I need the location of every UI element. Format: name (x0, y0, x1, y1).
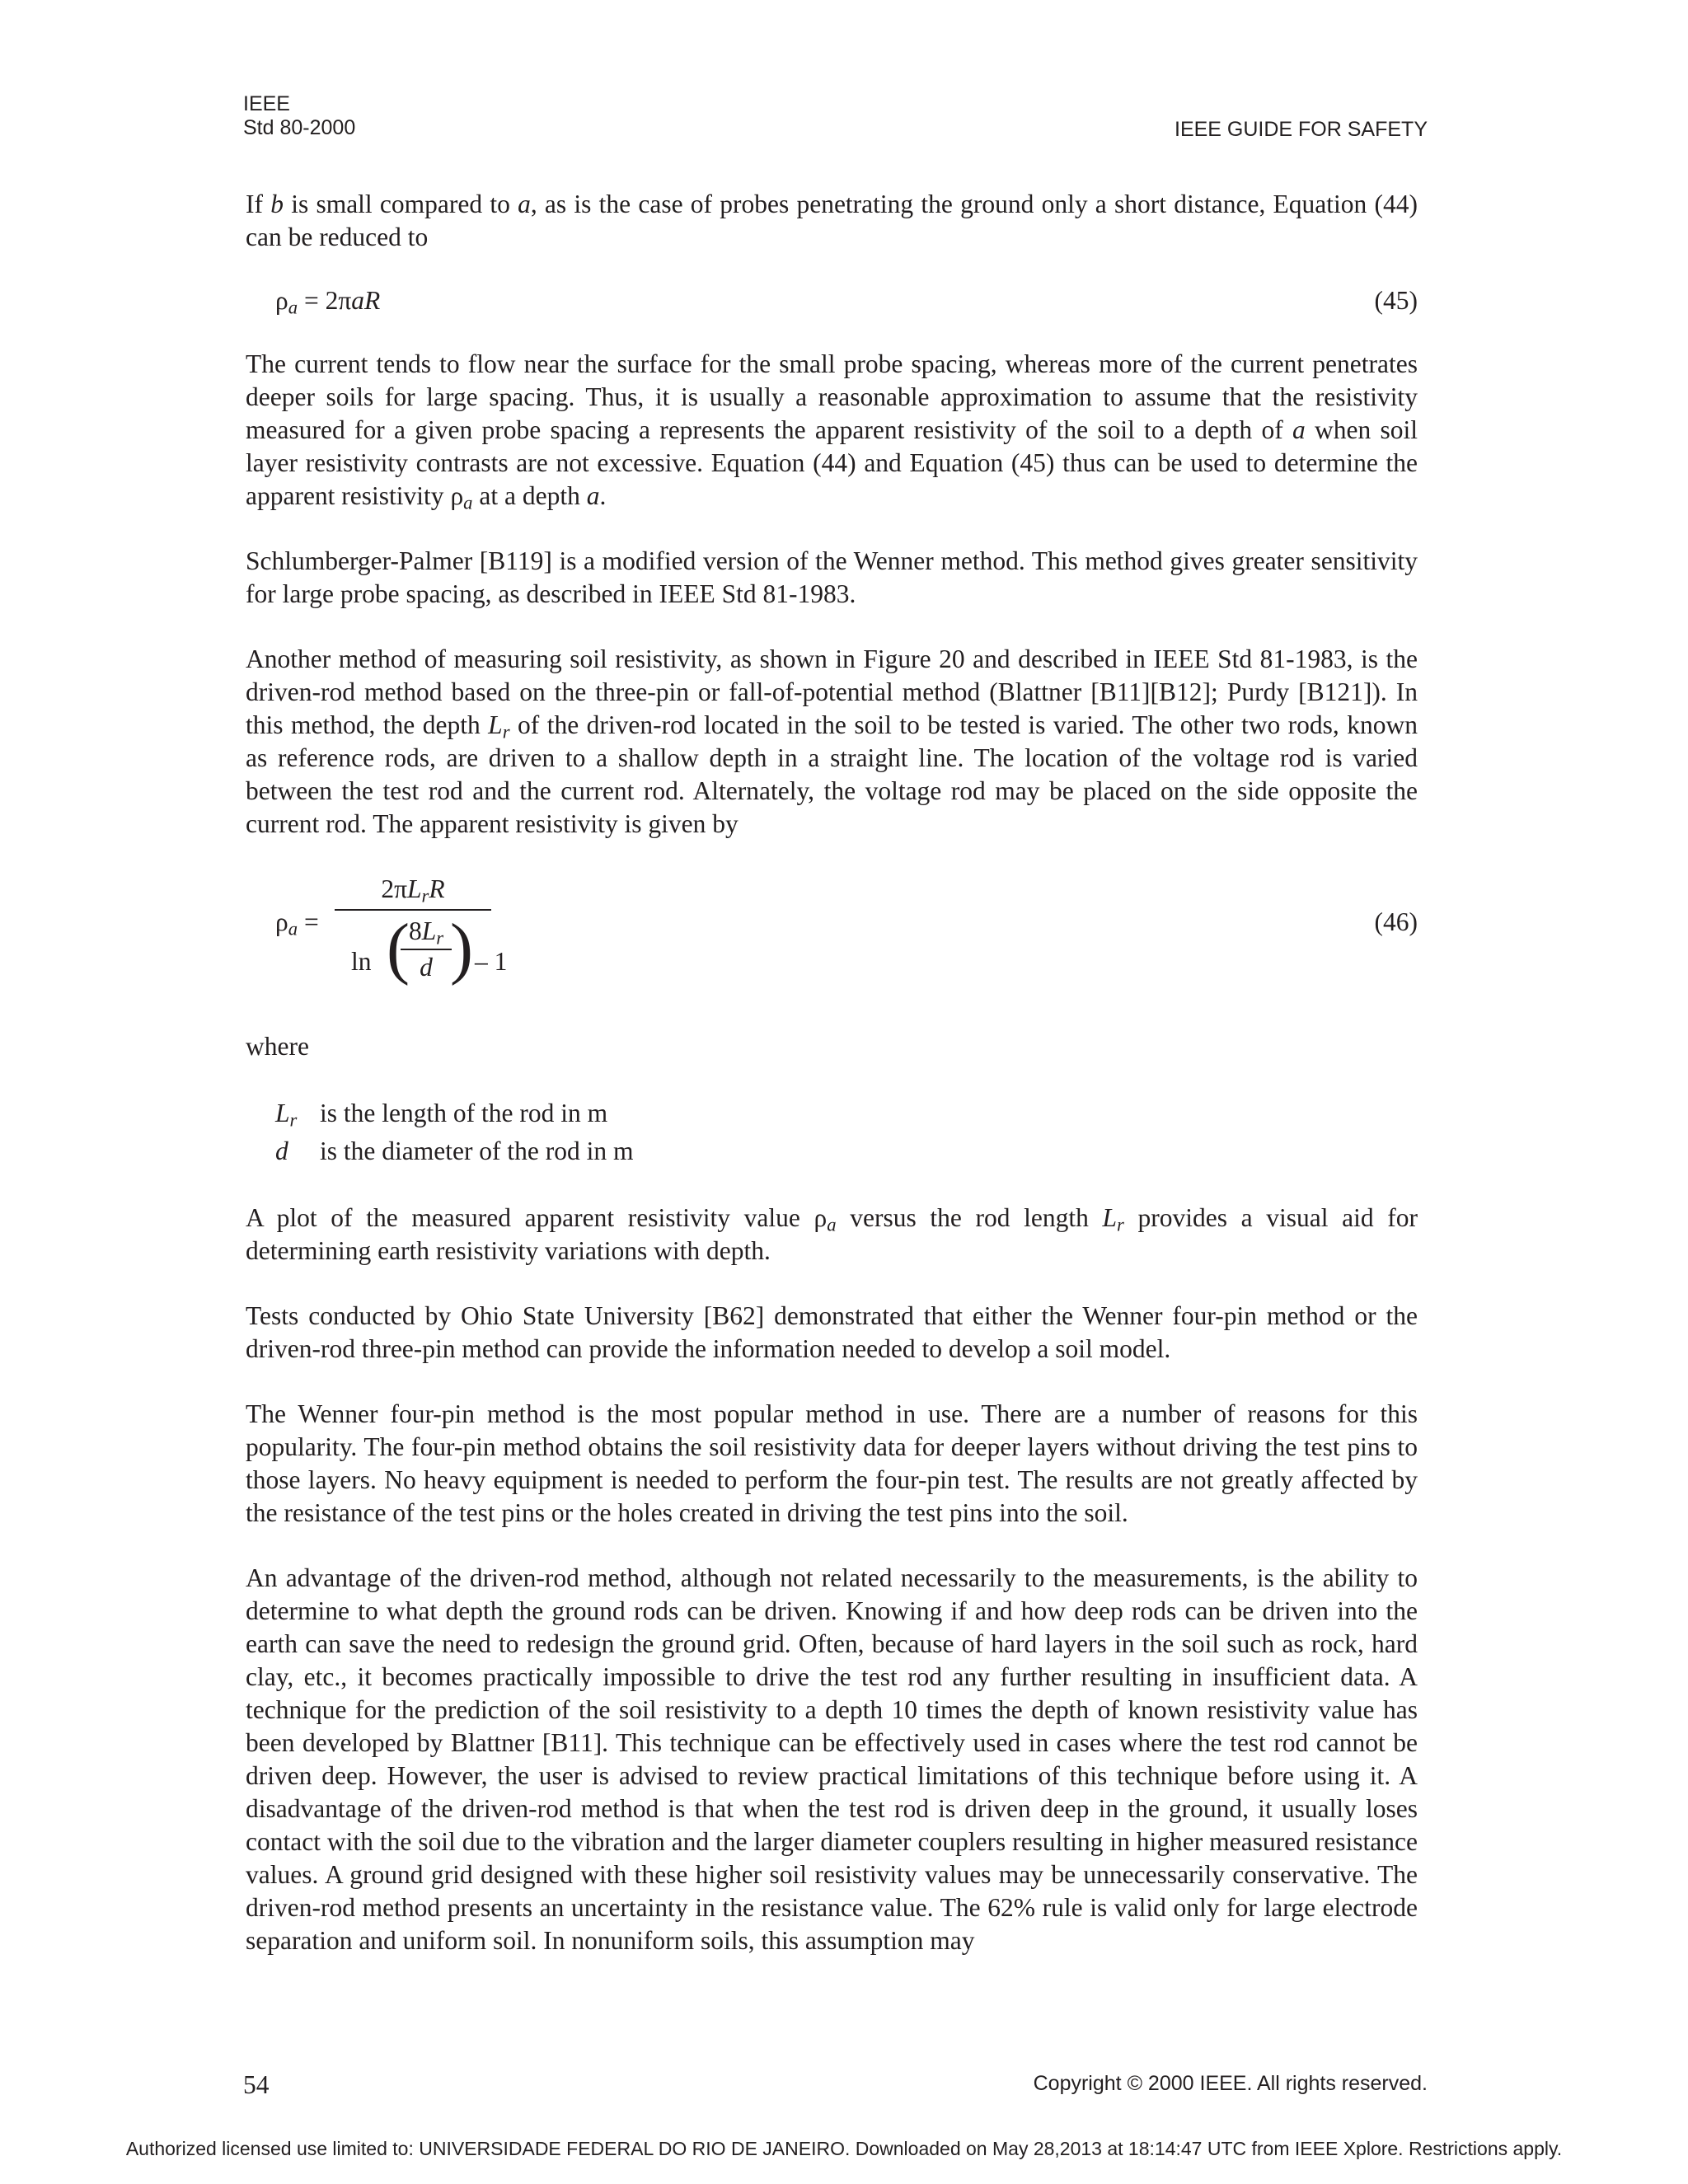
equation-46: $\rho_a$ = $2\pi L_rR$ ln ( $8L_r$ d ) – 1 (46) (246, 873, 1418, 998)
definition-row: d is the diameter of the rod in m (275, 1137, 634, 1165)
equation-45: $\rho_a = 2\pi aR$ (45) (275, 286, 1418, 318)
license-footer: Authorized licensed use limited to: UNIVERSIDADE FEDERAL DO RIO DE JANEIRO. Downloaded on May 28,2013 at 18:14:47 UTC from IEEE Xplore. Restrictions apply. (125, 2138, 1563, 2159)
header-std-id (243, 92, 355, 140)
header-title: IEEE GUIDE FOR SAFETY (1175, 118, 1428, 141)
header-std: Std 80-2000 (243, 116, 356, 139)
paragraph-intro: If b is small compared to a, as is the case of probes penetrating the ground only a short distance, Equation (44) can be reduced to (246, 190, 1418, 251)
header-org: IEEE (243, 92, 290, 115)
definition-row: $L_r$ is the length of the rod in m (275, 1099, 608, 1131)
paragraph-driven-rod: Another method of measuring soil resistivity, as shown in Figure 20 and described in IEEE Std 81-1983, is the driven-rod method based on the three-pin or fall-of-potential method (Blattner [B11][B12]; Purdy [B121]). In this method, the depth $L_r$ of the driven-rod located in the soil to be tested is varied. The other two rods, known as reference rods, are driven to a shallow depth in a straight line. The location of the voltage rod is varied between the test rod and the current rod. Alternately, the voltage rod may be placed on the side opposite the current rod. The apparent resistivity is given by (246, 644, 1418, 838)
paragraph-schlumberger: Schlumberger-Palmer [B119] is a modified version of the Wenner method. This method gives greater sensitivity for large probe spacing, as described in IEEE Std 81-1983. (246, 546, 1418, 608)
variable-definitions (246, 1094, 1418, 1170)
equation-45-number: (45) (1374, 286, 1418, 315)
paragraph-driven-rod-advantage: An advantage of the driven-rod method, although not related necessarily to the measurements, is the ability to determine to what depth the ground rods can be driven. Knowing if and how deep rods can be driven into the earth can save the need to redesign the ground grid. Often, because of hard layers in the soil such as rock, hard clay, etc., it becomes practically impossible to drive the test rod any further resulting in insufficient data. A technique for the prediction of the soil resistivity to a depth 10 times the depth of known resistivity value has been developed by Blattner [B11]. This technique can be effectively used in cases where the test rod cannot be driven deep. However, the user is advised to review practical limitations of this technique before using it. A disadvantage of the driven-rod method is that when the test rod is driven deep in the ground, it usually loses contact with the soil due to the vibration and the larger diameter couplers resulting in higher measured resistance values. A ground grid designed with these higher soil resistivity values may be unnecessarily conservative. The driven-rod method presents an uncertainty in the resistance value. The 62% rule is valid only for large electrode separation and uniform soil. In nonuniform soils, this assumption may (246, 1563, 1418, 1955)
paragraph-wenner: The Wenner four-pin method is the most popular method in use. There are a number of reasons for this popularity. The four-pin method obtains the soil resistivity data for deeper layers without driving the test pins to those layers. No heavy equipment is needed to perform the four-pin test. The results are not greatly affected by the resistance of the test pins or the holes created in driving the test pins into the soil. (246, 1399, 1418, 1527)
where-label: where (246, 1032, 309, 1061)
equation-46-number: (46) (1374, 907, 1418, 936)
paragraph-plot: A plot of the measured apparent resistivity value $\rho_a$ versus the rod length $L_r$ provides a visual aid for determining earth resistivity variations with depth. (246, 1203, 1418, 1265)
paragraph-probe-spacing: The current tends to flow near the surface for the small probe spacing, whereas more of the current penetrates deeper soils for large spacing. Thus, it is usually a reasonable approximation to assume that the resistivity measured for a given probe spacing a represents the apparent resistivity of the soil to a depth of a when soil layer resistivity contrasts are not excessive. Equation (44) and Equation (45) thus can be used to determine the apparent resistivity $\rho_a$ at a depth a. (246, 349, 1418, 513)
paragraph-ohio-state: Tests conducted by Ohio State University [B62] demonstrated that either the Wenner four-pin method or the driven-rod three-pin method can provide the information needed to develop a soil model. (246, 1301, 1418, 1363)
equation-46-fraction: $2\pi L_rR$ ln ( $8L_r$ d ) – 1 (335, 873, 491, 991)
copyright-notice: Copyright © 2000 IEEE. All rights reserved. (1033, 2072, 1428, 2095)
page-body (246, 188, 1418, 1990)
page-number: 54 (243, 2070, 270, 2099)
